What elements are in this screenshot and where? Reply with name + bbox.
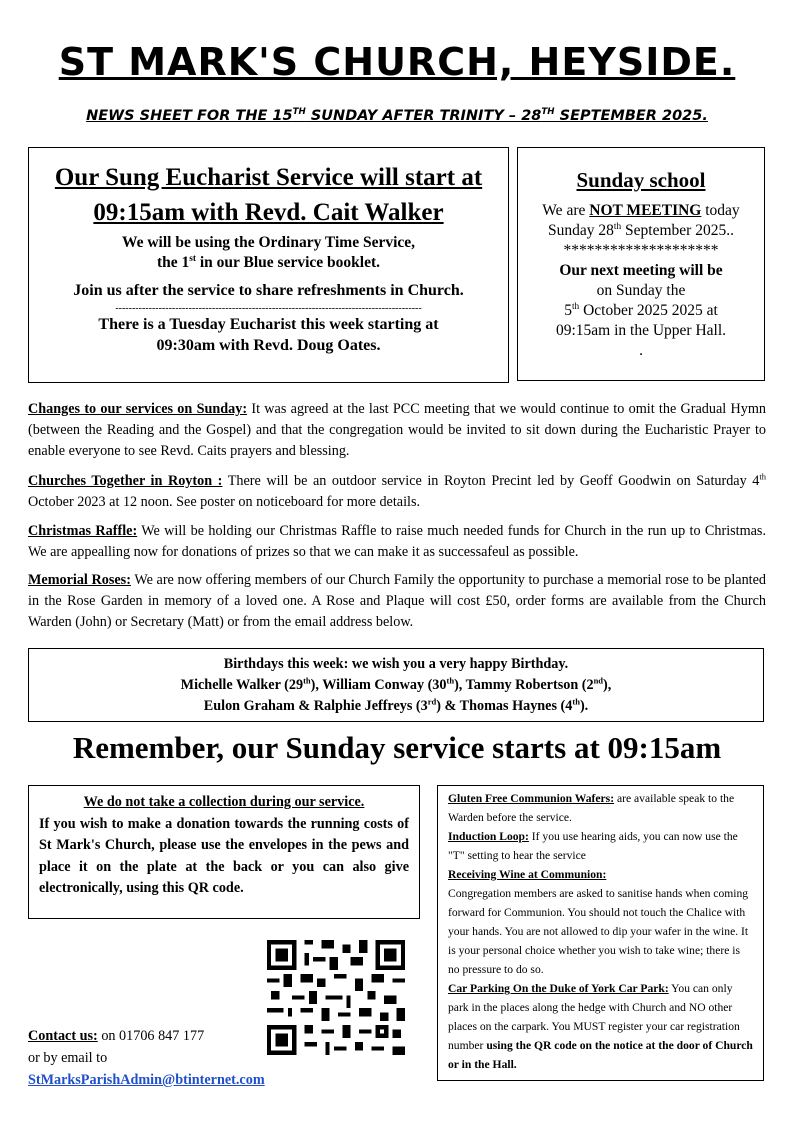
bday-sup: th	[446, 675, 455, 686]
eucharist-heading-line: Our Sung Eucharist Service will start at	[54, 164, 483, 191]
subtitle-part: SEPTEMBER 2025.	[554, 108, 708, 124]
page-title: ST MARK'S CHURCH, HEYSIDE.	[58, 40, 736, 84]
notice-changes	[28, 399, 766, 462]
info-label: Receiving Wine at Communion:	[448, 868, 607, 881]
bday-sup: nd	[593, 675, 604, 686]
bday-sup: th	[303, 675, 311, 686]
wine-notice: Congregation members are asked to sanitise hands when coming forward for Communion. You should not touch the Chalice with your hands. You are not allowed to dip your wafer in the wine. It is your personal choice whether you wish to take wine; there is no pressure to do so.	[448, 887, 749, 976]
collection-heading: We do not take a collection during our service.	[83, 794, 365, 810]
eucharist-booklet	[29, 233, 508, 273]
ss-next-meeting: Our next meeting will be	[559, 262, 723, 279]
collection-text: If you wish to make a donation towards the running costs of St Mark's Church, please use the envelopes in the pews and place it on the plate at the back or you can also give electronically, using this QR code.	[39, 815, 409, 896]
notice-label: Memorial Roses:	[28, 572, 131, 588]
info-label: Gluten Free Communion Wafers:	[448, 792, 615, 805]
subtitle-sup: TH	[292, 107, 306, 118]
birthdays-box	[28, 648, 764, 722]
birthdays-line	[29, 675, 763, 696]
refreshments-line: Join us after the service to share refreshments in Church.	[73, 282, 464, 299]
induction-loop-notice	[448, 827, 753, 865]
sunday-school-heading: Sunday school	[576, 168, 706, 192]
bday-sup: rd	[427, 696, 437, 707]
ss-not: NOT MEETING	[589, 202, 702, 219]
gluten-free-notice	[448, 789, 753, 827]
eucharist-line: in our Blue service booklet.	[196, 254, 380, 271]
eucharist-divider: --------------------------------------------------------------------------------------------	[115, 303, 422, 314]
ss-text: October 2025 2025 at	[579, 302, 718, 319]
bday-text: ).	[579, 698, 589, 714]
contact-phone: on 01706 847 177	[97, 1028, 205, 1044]
ss-text: today	[701, 202, 740, 219]
ss-stars: ********************	[563, 242, 719, 259]
subtitle-part: NEWS SHEET FOR THE 15	[86, 108, 293, 124]
sunday-school-body	[518, 201, 764, 361]
ss-text: We are	[542, 202, 590, 219]
ss-text: Sunday 28	[548, 222, 614, 239]
contact-label: Contact us:	[28, 1028, 98, 1044]
bday-sup: th	[572, 696, 580, 707]
info-text: You can only park in the places along the hedge with Church and NO other places on the carpark. You MUST register your car registration number	[448, 982, 740, 1052]
info-label: Car Parking On the Duke of York Car Park:	[448, 982, 669, 995]
bday-text: Eulon Graham & Ralphie Jeffreys (3	[203, 698, 428, 714]
ss-text: 09:15am in the Upper Hall.	[555, 322, 727, 339]
eucharist-line: 09:30am with Revd. Doug Oates.	[156, 337, 381, 354]
info-text: are available speak to the Warden before the service.	[448, 792, 735, 824]
info-text: If you use hearing aids, you can now use the "T" setting to hear the service	[448, 830, 738, 862]
tuesday-eucharist	[29, 314, 508, 356]
notice-sup: th	[759, 471, 766, 482]
eucharist-line: the 1	[156, 254, 190, 271]
ss-text: 5	[564, 302, 572, 319]
notice-text: We are now offering members of our Church Family the opportunity to purchase a memorial rose to be planted in the Rose Garden in memory of a loved one. A Rose and Plaque will cost £50, order forms are available from the Church Warden (John) or Secretary (Matt) or from the email address below.	[28, 572, 766, 630]
wine-notice-heading	[448, 865, 753, 884]
notice-churches-together	[28, 471, 766, 513]
notice-text: We will be holding our Christmas Raffle to raise much needed funds for Church in the run up to Christmas. We are appealling now for donations of prizes so that we can make it as successafeul as possible.	[28, 523, 767, 560]
eucharist-box	[28, 147, 509, 383]
notice-text: October 2023 at 12 noon. See poster on noticeboard for more details.	[28, 494, 421, 510]
notice-raffle	[28, 521, 766, 563]
info-label: Induction Loop:	[448, 830, 529, 843]
info-box	[437, 785, 764, 1081]
collection-box	[28, 785, 420, 919]
ss-sup: th	[613, 221, 622, 232]
notice-label: Churches Together in Royton :	[28, 473, 223, 489]
bday-text: ),	[603, 677, 612, 693]
contact-email-intro: or by email to	[28, 1050, 108, 1066]
bday-text: ), William Conway (30	[310, 677, 447, 693]
eucharist-line: There is a Tuesday Eucharist this week starting at	[98, 316, 439, 333]
ss-sup: th	[571, 301, 580, 312]
notice-label: Christmas Raffle:	[28, 523, 138, 539]
notice-text: It was agreed at the last PCC meeting that we would continue to omit the Gradual Hymn (between the Reading and the Gospel) and that the congregation would be invited to sit down during the Eucharistic Prayer to enable everyone to see Revd. Caits prayers and blessing.	[28, 401, 766, 459]
page-subtitle	[0, 108, 794, 124]
eucharist-heading-line: 09:15am with Revd. Cait Walker	[93, 199, 444, 226]
bday-text: Michelle Walker (29	[180, 677, 304, 693]
contact-email-link[interactable]: StMarksParishAdmin@btinternet.com	[28, 1072, 265, 1088]
parking-notice	[448, 979, 753, 1074]
subtitle-sup: TH	[541, 107, 555, 118]
eucharist-sup: st	[189, 253, 196, 264]
ss-text: September 2025..	[621, 222, 734, 239]
bday-text: ) & Thomas Haynes (4	[436, 698, 573, 714]
info-bold: using the QR code on the notice at the door of Church or in the Hall.	[448, 1039, 753, 1071]
sunday-school-box	[517, 147, 765, 381]
eucharist-heading	[29, 160, 508, 230]
donation-qr-code[interactable]	[267, 940, 405, 1055]
ss-text: on Sunday the	[596, 282, 686, 299]
ss-text: .	[639, 342, 643, 359]
bday-text: ), Tammy Robertson (2	[454, 677, 594, 693]
subtitle-part: SUNDAY AFTER TRINITY – 28	[305, 108, 542, 124]
birthdays-intro: Birthdays this week: we wish you a very happy Birthday.	[223, 656, 569, 672]
birthdays-line	[29, 696, 763, 717]
service-reminder: Remember, our Sunday service starts at 09:15am	[72, 730, 722, 765]
notice-memorial-roses	[28, 570, 766, 633]
contact-block	[28, 1025, 265, 1091]
notice-text: There will be an outdoor service in Royton Precint led by Geoff Goodwin on Saturday 4	[222, 473, 760, 489]
notice-label: Changes to our services on Sunday:	[28, 401, 248, 417]
eucharist-line: We will be using the Ordinary Time Service,	[121, 234, 416, 251]
